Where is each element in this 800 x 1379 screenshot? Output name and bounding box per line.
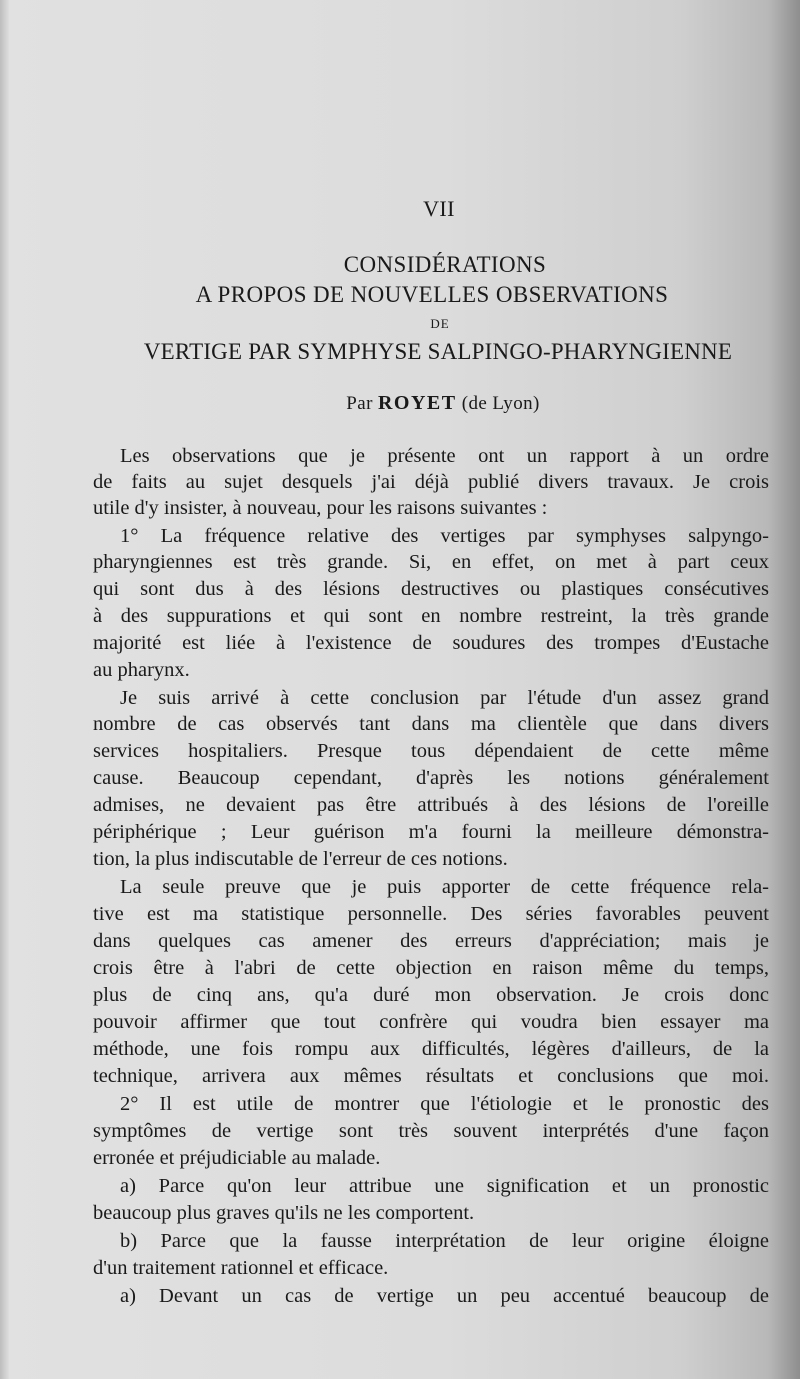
body-line: beaucoup plus graves qu'ils ne les comportent.	[93, 1202, 475, 1224]
body-line: a) Parce qu'on leur attribue une signification et un pronostic	[120, 1175, 769, 1197]
title-line-1: CONSIDÉRATIONS	[343, 252, 547, 277]
body-line: 1° La fréquence relative des vertiges par symphyses salpyngo-	[120, 525, 769, 547]
body-line: majorité est liée à l'existence de soudures des trompes d'Eustache	[93, 632, 769, 654]
body-line: pouvoir affirmer que tout confrère qui voudra bien essayer ma	[93, 1011, 769, 1033]
body-line: services hospitaliers. Presque tous dépendaient de cette même	[93, 740, 769, 762]
body-line: d'un traitement rationnel et efficace.	[93, 1257, 389, 1279]
body-line: admises, ne devaient pas être attribués à des lésions de l'oreille	[93, 794, 769, 816]
body-line: périphérique ; Leur guérison m'a fourni la meilleure démonstra-	[93, 821, 769, 843]
body-line: Les observations que je présente ont un rapport à un ordre	[120, 445, 769, 467]
body-line: tion, la plus indiscutable de l'erreur de ces notions.	[93, 848, 508, 870]
body-line: crois être à l'abri de cette objection en raison même du temps,	[93, 957, 769, 979]
body-line: au pharynx.	[93, 659, 190, 681]
author-origin: (de Lyon)	[461, 393, 540, 414]
body-line: qui sont dus à des lésions destructives ou plastiques consécutives	[93, 578, 769, 600]
body-line: a) Devant un cas de vertige un peu accentué beaucoup de	[120, 1285, 769, 1307]
body-line: erronée et préjudiciable au malade.	[93, 1147, 381, 1169]
byline	[0, 392, 800, 415]
byline-prefix: Par	[346, 393, 373, 414]
body-line: à des suppurations et qui sont en nombre restreint, la très grande	[93, 605, 769, 627]
body-line: symptômes de vertige sont très souvent interprétés d'une façon	[93, 1120, 769, 1142]
body-line: méthode, une fois rompu aux difficultés, légères d'ailleurs, de la	[93, 1038, 769, 1060]
body-line: cause. Beaucoup cependant, d'après les notions généralement	[93, 767, 769, 789]
body-line: plus de cinq ans, qu'a duré mon observation. Je crois donc	[93, 984, 769, 1006]
body-line: pharyngiennes est très grande. Si, en effet, on met à part ceux	[93, 551, 769, 573]
title-line-4: VERTIGE PAR SYMPHYSE SALPINGO-PHARYNGIENNE	[143, 339, 733, 364]
body-line: 2° Il est utile de montrer que l'étiologie et le pronostic des	[120, 1093, 769, 1115]
body-line: dans quelques cas amener des erreurs d'appréciation; mais je	[93, 930, 769, 952]
body-line: utile d'y insister, à nouveau, pour les raisons suivantes :	[93, 497, 548, 519]
body-line: tive est ma statistique personnelle. Des séries favorables peuvent	[93, 903, 769, 925]
chapter-number: VII	[423, 196, 455, 221]
body-line: technique, arrivera aux mêmes résultats et conclusions que moi.	[93, 1065, 769, 1087]
body-line: de faits au sujet desquels j'ai déjà publié divers travaux. Je crois	[93, 471, 769, 493]
title-line-3: DE	[430, 316, 450, 331]
body-line: b) Parce que la fausse interprétation de leur origine éloigne	[120, 1230, 769, 1252]
title-line-2: A PROPOS DE NOUVELLES OBSERVATIONS	[195, 282, 669, 307]
body-line: nombre de cas observés tant dans ma clientèle que dans divers	[93, 713, 769, 735]
body-line: Je suis arrivé à cette conclusion par l'étude d'un assez grand	[120, 687, 769, 709]
author-name: ROYET	[377, 392, 457, 414]
body-line: La seule preuve que je puis apporter de cette fréquence rela-	[120, 876, 769, 898]
